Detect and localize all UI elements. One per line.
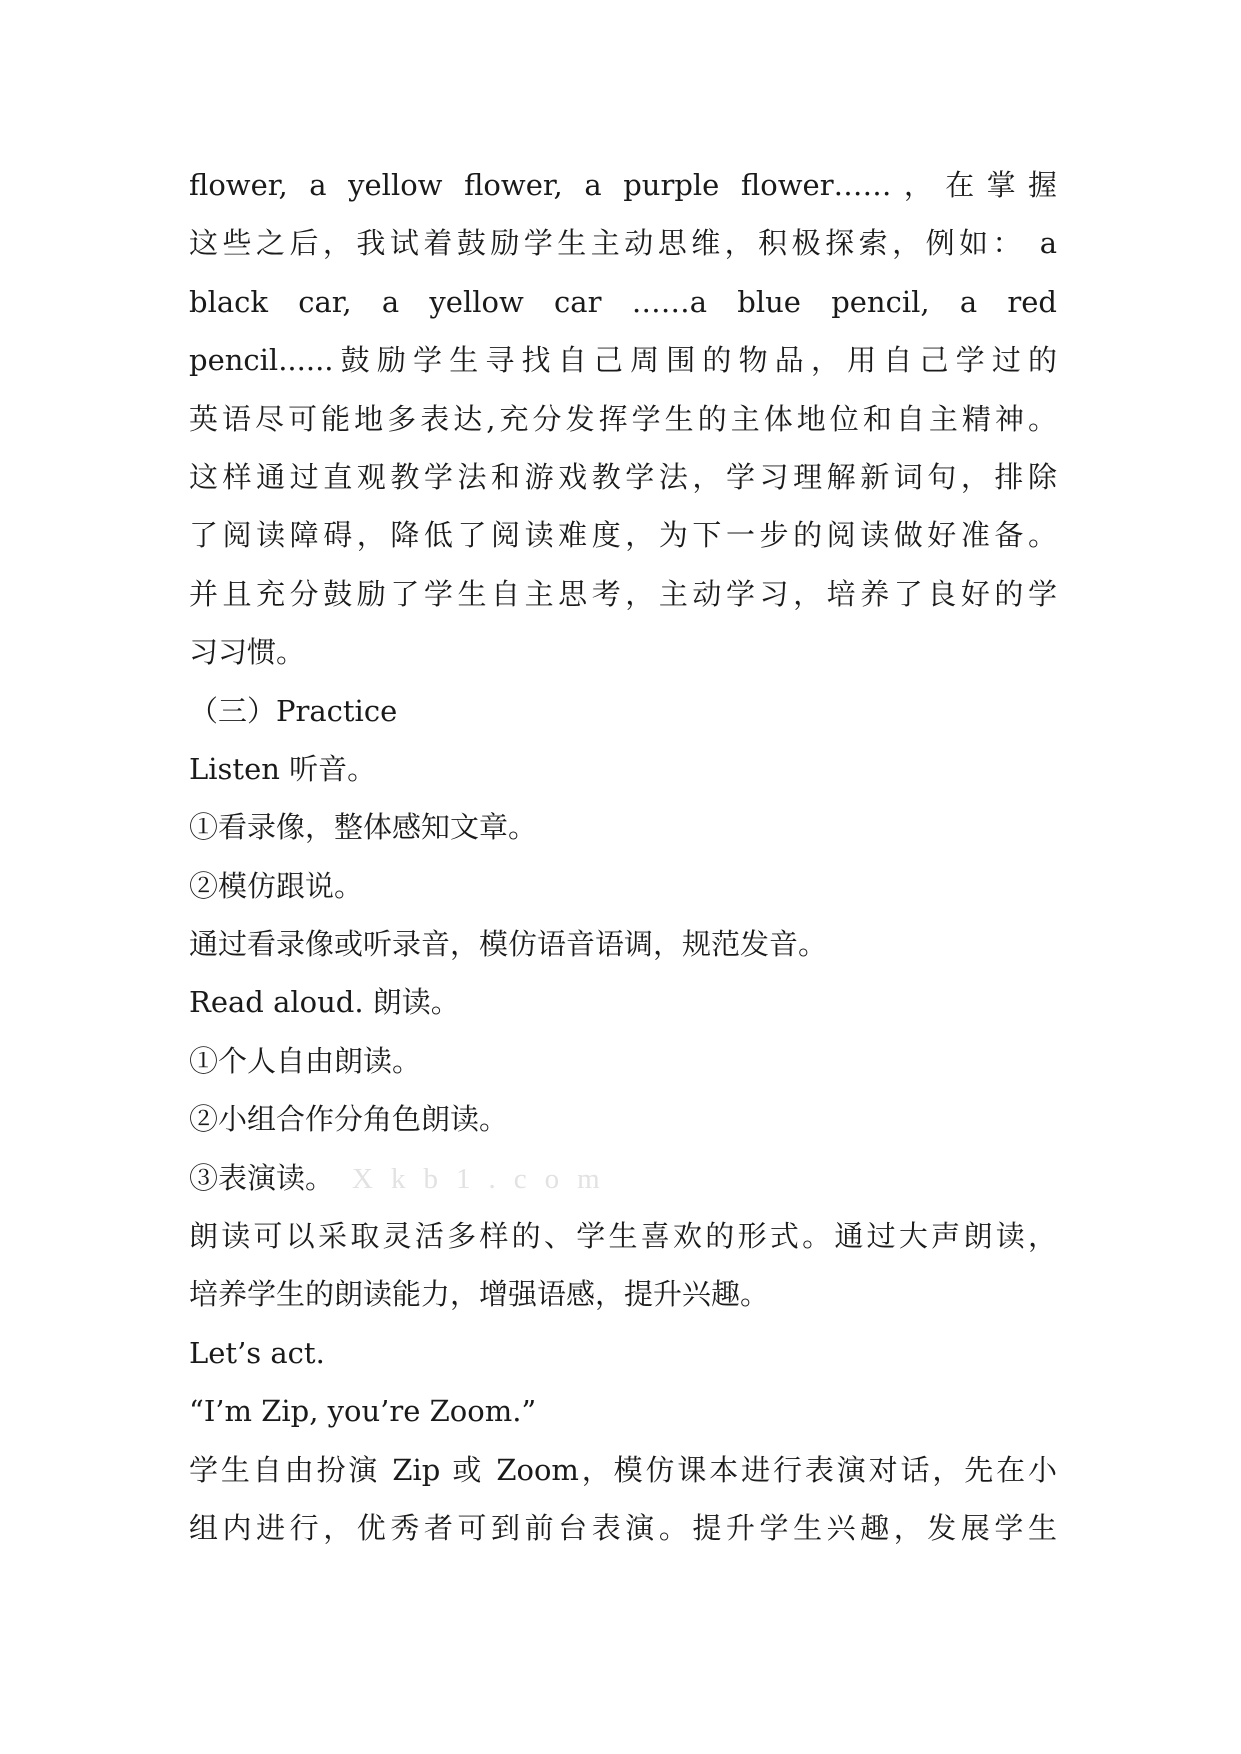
list-item: ②模仿跟说。	[189, 868, 364, 903]
listen-heading: Listen 听音。	[189, 751, 377, 786]
paragraph-line: black car, a yellow car ……a blue pencil, a red	[189, 284, 1057, 319]
paragraph-line: flower, a yellow flower, a purple flower……，在掌握	[189, 168, 1057, 202]
list-item: ①个人自由朗读。	[189, 1043, 422, 1078]
paragraph-line: 并且充分鼓励了学生自主思考，主动学习，培养了良好的学	[189, 576, 1057, 611]
paragraph-line: 学生自由扮演 Zip 或 Zoom，模仿课本进行表演对话，先在小	[189, 1452, 1057, 1487]
list-item-with-watermark	[189, 1149, 1057, 1207]
paragraph-line: 组内进行，优秀者可到前台表演。提升学生兴趣，发展学生	[189, 1510, 1057, 1545]
list-item: ③表演读。	[189, 1160, 335, 1195]
list-item: ②小组合作分角色朗读。	[189, 1102, 509, 1137]
paragraph-line: 培养学生的朗读能力，增强语感，提升兴趣。	[189, 1277, 770, 1312]
paragraph-line: 朗读可以采取灵活多样的、学生喜欢的形式。通过大声朗读，	[189, 1219, 1057, 1254]
paragraph-line: 通过看录像或听录音，模仿语音语调，规范发音。	[189, 927, 828, 962]
read-aloud-heading: Read aloud. 朗读。	[189, 985, 460, 1020]
act-heading: Let’s act.	[189, 1335, 325, 1370]
paragraph-line: 了阅读障碍，降低了阅读难度，为下一步的阅读做好准备。	[189, 518, 1057, 553]
document-page	[189, 156, 1057, 1557]
paragraph-line: 这样通过直观教学法和游戏教学法，学习理解新词句，排除	[189, 459, 1057, 494]
watermark-text: Xkb1.com	[352, 1162, 618, 1195]
section-heading: （三）Practice	[189, 693, 398, 728]
quote-line: “I’m Zip, you’re Zoom.”	[189, 1394, 537, 1429]
paragraph-line: 习习惯。	[189, 635, 306, 670]
paragraph-line: pencil......鼓励学生寻找自己周围的物品，用自己学过的	[189, 343, 1057, 378]
paragraph-line: 英语尽可能地多表达,充分发挥学生的主体地位和自主精神。	[189, 401, 1057, 436]
paragraph-line: 这些之后，我试着鼓励学生主动思维，积极探索，例如： a	[189, 226, 1057, 261]
list-item: ①看录像，整体感知文章。	[189, 810, 538, 845]
